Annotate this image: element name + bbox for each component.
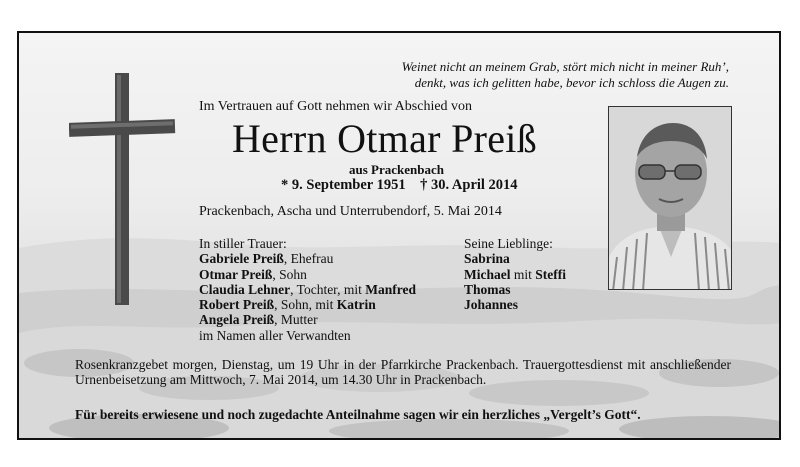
deceased-name: Herrn Otmar Preiß: [232, 116, 538, 161]
favorite-line-segment: Sabrina: [464, 251, 510, 267]
favorite-line-segment: mit: [510, 266, 536, 282]
mourner-line-segment: Otmar Preiß: [199, 266, 273, 282]
mourner-line-segment: , Ehefrau: [283, 251, 334, 267]
motto-verse: [402, 59, 729, 91]
motto-line-1: Weinet nicht an meinem Grab, stört mich nicht in meiner Ruh’,: [401, 59, 729, 74]
mourner-line-segment: Angela Preiß: [199, 312, 275, 328]
deceased-origin: aus Prackenbach: [349, 162, 444, 177]
favorite-line: [464, 297, 566, 312]
mourner-line-segment: Claudia Lehner: [199, 281, 291, 297]
favorite-line: [464, 282, 566, 297]
favorite-line-segment: Johannes: [464, 297, 519, 313]
mourner-line-segment: Robert Preiß: [199, 297, 275, 313]
mourner-line-segment: , Sohn: [272, 266, 307, 282]
mourner-line: [199, 267, 416, 282]
mourner-line: [199, 328, 416, 343]
mourners-list: [199, 236, 416, 343]
place-and-date: Prackenbach, Ascha und Unterrubendorf, 5. Mai 2014: [199, 204, 502, 219]
wooden-cross-icon: [69, 73, 179, 308]
mourner-line-segment: , Sohn, mit: [274, 297, 337, 313]
motto-line-2: denkt, was ich gelitten habe, bevor ich schloss die Augen zu.: [414, 75, 729, 90]
mourner-line: [199, 297, 416, 312]
mourners-heading: In stiller Trauer:: [199, 236, 287, 251]
mourner-line: [199, 251, 416, 266]
mourner-line-segment: Manfred: [365, 281, 417, 297]
intro-line: Im Vertrauen auf Gott nehmen wir Abschied von: [199, 99, 473, 114]
favorites-list: [464, 236, 566, 312]
service-information: Rosenkranzgebet morgen, Dienstag, um 19 Uhr in der Pfarrkirche Prackenbach. Trauergottesdienst mit anschließender Urnenbeisetzung am Mittwoch, 7. Mai 2014, um 14.30 Uhr in Prackenbach.: [75, 357, 731, 387]
mourner-line: [199, 282, 416, 297]
mourner-line-segment: , Mutter: [274, 312, 318, 328]
mourner-lines: [199, 251, 416, 343]
favorite-line-segment: Thomas: [464, 281, 511, 297]
mourner-line-segment: Katrin: [336, 297, 376, 313]
favorite-line: [464, 251, 566, 266]
mourner-line: [199, 312, 416, 327]
favorite-line-segment: Michael: [464, 266, 511, 282]
portrait-photo: [608, 106, 732, 290]
favorite-lines: [464, 251, 566, 312]
favorites-heading: Seine Lieblinge:: [464, 236, 553, 251]
mourner-line-segment: im Namen aller Verwandten: [199, 327, 351, 343]
mourner-line-segment: Gabriele Preiß: [199, 251, 284, 267]
thanks-line: Für bereits erwiesene und noch zugedachte Anteilnahme sagen wir ein herzliches „Vergelt’s Gott“.: [75, 407, 641, 422]
birth-death-dates: * 9. September 1951 † 30. April 2014: [281, 177, 518, 193]
favorite-line: [464, 267, 566, 282]
favorite-line-segment: Steffi: [535, 266, 567, 282]
mourner-line-segment: , Tochter, mit: [290, 281, 366, 297]
obituary-notice: [17, 31, 781, 440]
